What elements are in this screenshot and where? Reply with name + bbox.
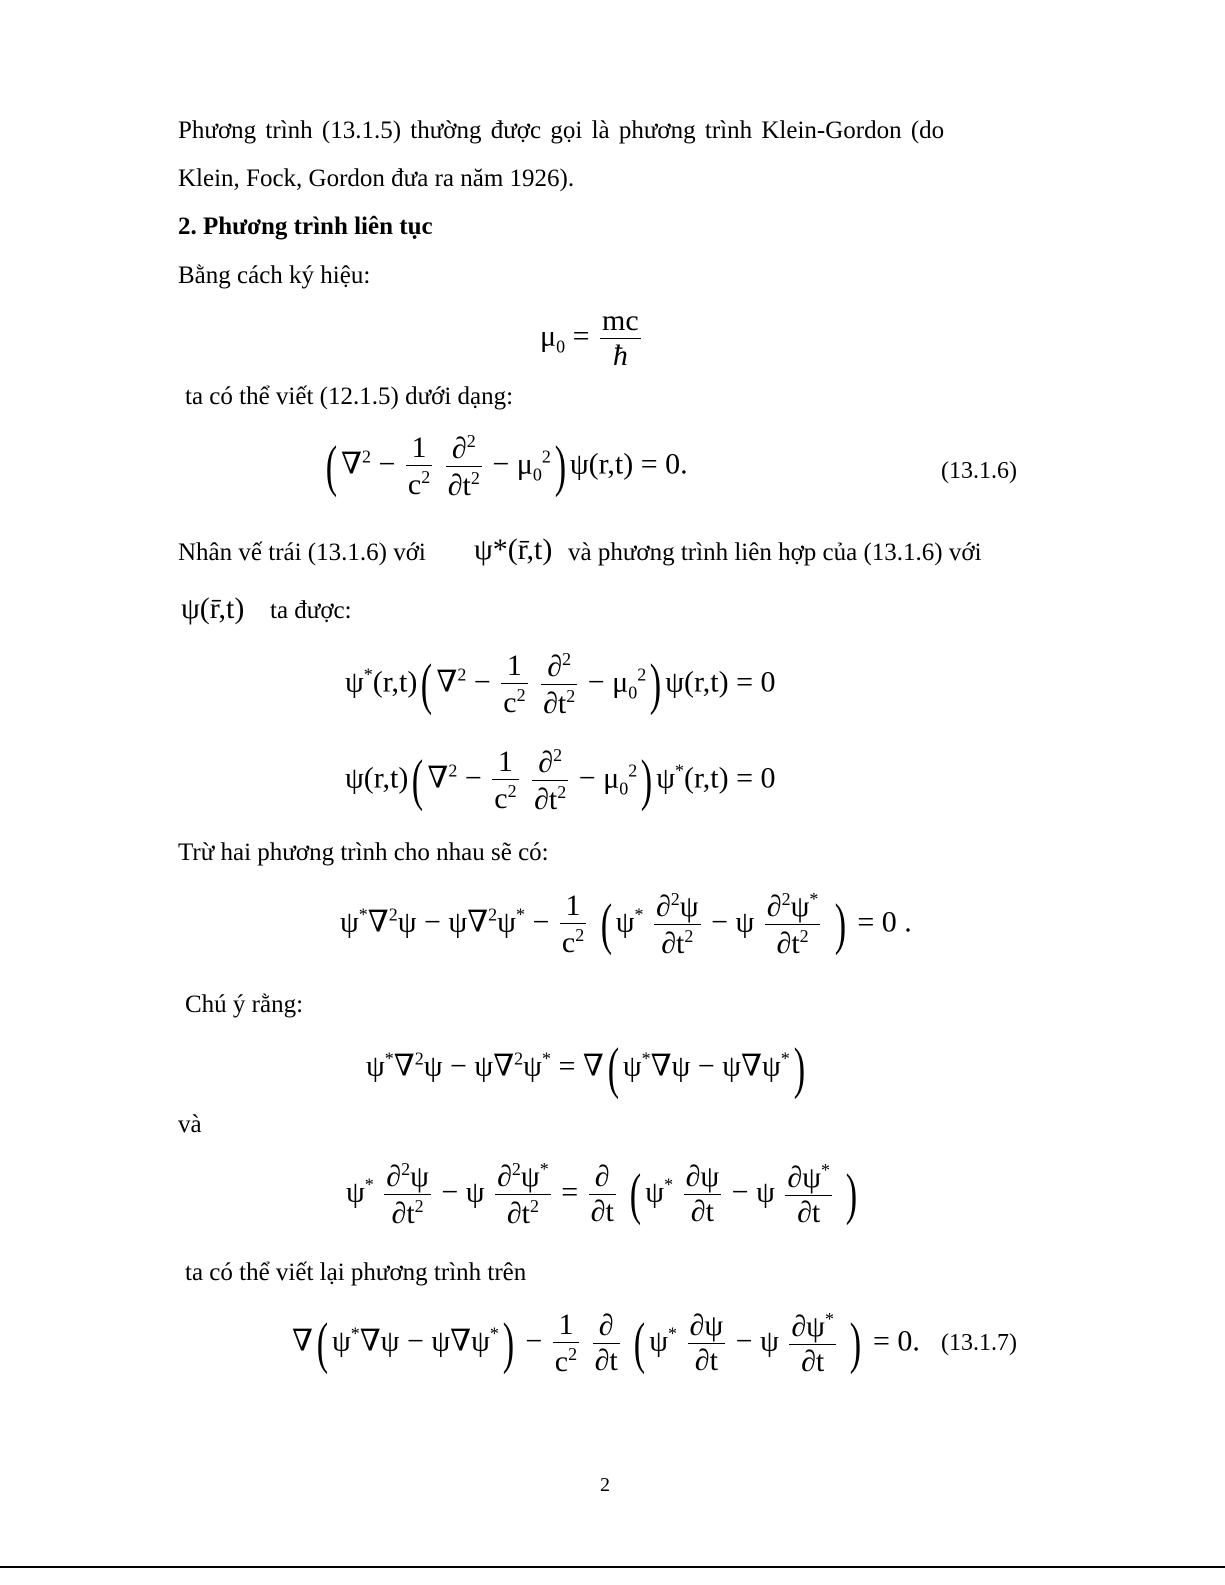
equation-multiplied-2: ψ(r,t)( ∇$^2$ − $\frac{1}{c^2}$ $\frac{\partial^2}{\partial t^2}$ − $\mu_0^2$) ψ*(r,t) = 0: [345, 745, 776, 816]
equation-number: (13.1.6): [941, 458, 1017, 484]
paragraph-line: ta được:: [270, 597, 352, 624]
equation-multiplied-1: ψ*(r,t)( ∇$^2$ − $\frac{1}{c^2}$ $\frac{\partial^2}{\partial t^2}$ − $\mu_0^2$) ψ(r,t) = 0: [345, 649, 776, 720]
paragraph-line: ta có thể viết (12.1.5) dưới dạng:: [185, 383, 514, 410]
paragraph-line: Klein, Fock, Gordon đưa ra năm 1926).: [178, 165, 575, 192]
equation-identity-2: ψ* $\frac{\partial^2\psi}{\partial t^2}$ − ψ $\frac{\partial^2\psi^*}{\partial t^2}$ = $\frac{\partial}{\partial t}$ ( ψ* $\frac{\partial\psi}{\partial t}$ − ψ $\frac{\partial\psi^*}{\partial t}$ ): [346, 1159, 858, 1230]
paragraph-line: Bằng cách ký hiệu:: [178, 262, 371, 289]
equation-number: (13.1.7): [941, 1330, 1017, 1356]
equation-13-1-6: ( ∇$^2$ − $\frac{1}{c^2}$ $\frac{\partial^2}{\partial t^2}$ − $\mu_0^2$) ψ(r,t) = 0.: [325, 431, 688, 502]
paragraph-line: Chú ý rằng:: [185, 991, 304, 1018]
page-bottom-rule: [0, 1566, 1225, 1568]
inline-psi: ψ(r̄,t): [181, 592, 245, 625]
paragraph-line: Phương trình (13.1.5) thường được gọi là phương trình Klein-Gordon (do: [178, 117, 945, 144]
paragraph-line: và: [178, 1111, 202, 1138]
paragraph-line: ta có thể viết lại phương trình trên: [185, 1259, 527, 1286]
equation-mu0: $\mu_0$ = $\frac{mc}{ħ}$: [540, 304, 639, 372]
page-number: 2: [600, 1474, 610, 1496]
equation-identity-1: ψ*∇$^2$ψ − ψ∇$^2$ψ* = ∇( ψ*∇ψ − ψ∇ψ*): [366, 1037, 805, 1100]
equation-subtracted: ψ*∇$^2$ψ − ψ∇$^2$ψ* − $\frac{1}{c^2}$ ( ψ* $\frac{\partial^2\psi}{\partial t^2}$ − ψ $\frac{\partial^2\psi^*}{\partial t^2}$ ) = 0 .: [340, 889, 912, 960]
inline-psi-star: ψ*(r̄,t): [474, 533, 553, 566]
paragraph-line: Trừ hai phương trình cho nhau sẽ có:: [178, 839, 549, 866]
paragraph-line: và phương trình liên hợp của (13.1.6) với: [568, 539, 982, 566]
paragraph-line: Nhân vế trái (13.1.6) với: [178, 539, 426, 566]
section-heading: 2. Phương trình liên tục: [178, 213, 433, 240]
equation-13-1-7: ∇( ψ*∇ψ − ψ∇ψ*) − $\frac{1}{c^2}$ $\frac{\partial}{\partial t}$ ( ψ* $\frac{\partial\psi}{\partial t}$ − ψ $\frac{\partial\psi^*}{\partial t}$ ) = 0.: [292, 1308, 920, 1378]
